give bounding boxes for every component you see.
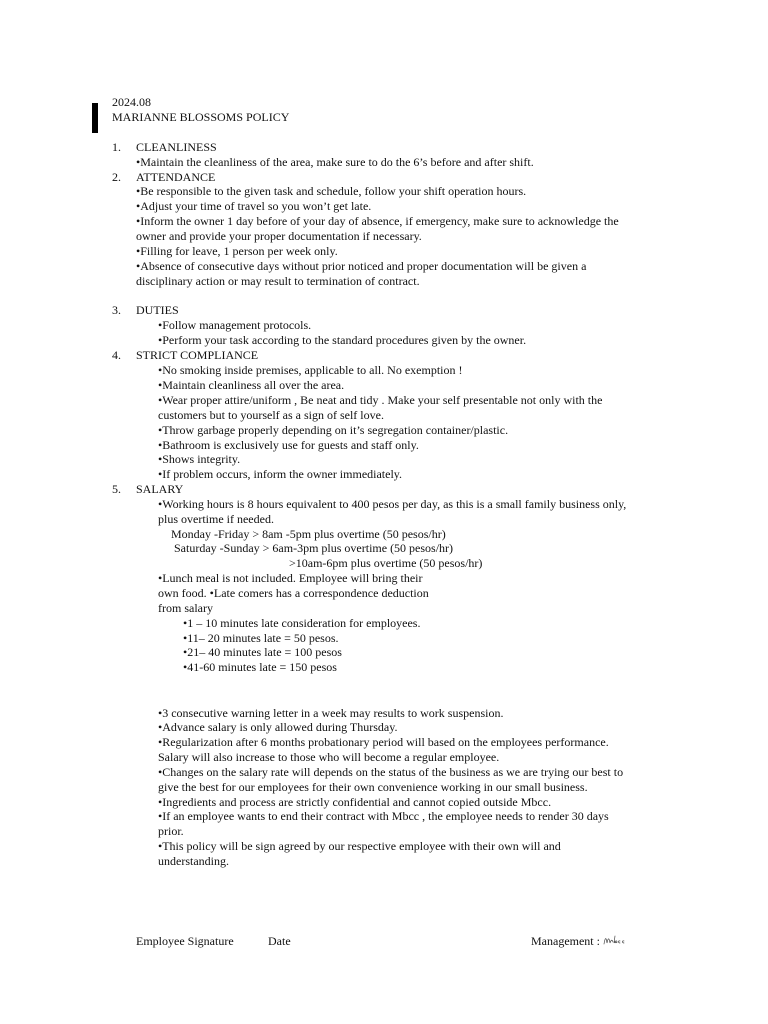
policy-line: from salary (158, 601, 213, 615)
policy-line: •Maintain the cleanliness of the area, make sure to do the 6’s before and after shift. (136, 155, 534, 169)
management-label: Management : (531, 934, 600, 948)
policy-line: •This policy will be sign agreed by our respective employee with their own will and (158, 839, 561, 853)
section-number: 2. (112, 170, 121, 184)
section-heading: ATTENDANCE (136, 170, 216, 184)
section-heading: DUTIES (136, 303, 179, 317)
policy-line: •Filling for leave, 1 person per week only. (136, 244, 338, 258)
policy-line: give the best for our employees for their own convenience working in our small business. (158, 780, 588, 794)
policy-line: understanding. (158, 854, 229, 868)
policy-line: owner and provide your proper documentation if necessary. (136, 229, 422, 243)
policy-line: •3 consecutive warning letter in a week may results to work suspension. (158, 706, 504, 720)
section-number: 4. (112, 348, 121, 362)
policy-line: •Inform the owner 1 day before of your day of absence, if emergency, make sure to acknowledge the (136, 214, 619, 228)
margin-marker-bar (92, 103, 98, 133)
schedule-line: >10am-6pm plus overtime (50 pesos/hr) (289, 556, 483, 570)
policy-line: •Wear proper attire/uniform , Be neat and tidy . Make your self presentable not only with the (158, 393, 603, 407)
policy-line: •Follow management protocols. (158, 318, 312, 332)
date-label: Date (268, 934, 291, 948)
policy-line: •Ingredients and process are strictly confidential and cannot copied outside Mbcc. (158, 795, 552, 809)
policy-line: disciplinary action or may result to termination of contract. (136, 274, 420, 288)
policy-line: •Bathroom is exclusively use for guests and staff only. (158, 438, 419, 452)
section-number: 3. (112, 303, 121, 317)
policy-line: customers but to yourself as a sign of self love. (158, 408, 384, 422)
deduction-line: •41-60 minutes late = 150 pesos (183, 660, 337, 674)
section-number: 1. (112, 140, 121, 154)
policy-line: •Throw garbage properly depending on it’s segregation container/plastic. (158, 423, 509, 437)
section-heading: SALARY (136, 482, 184, 496)
schedule-line: Monday -Friday > 8am -5pm plus overtime (50 pesos/hr) (171, 527, 446, 541)
policy-line: plus overtime if needed. (158, 512, 274, 526)
deduction-line: •1 – 10 minutes late consideration for employees. (183, 616, 421, 630)
document-date: 2024.08 (112, 95, 151, 109)
deduction-line: •11– 20 minutes late = 50 pesos. (183, 631, 339, 645)
policy-line: prior. (158, 824, 184, 838)
policy-line: •Advance salary is only allowed during Thursday. (158, 720, 398, 734)
policy-line: own food. •Late comers has a correspondence deduction (158, 586, 429, 600)
schedule-line: Saturday -Sunday > 6am-3pm plus overtime (50 pesos/hr) (174, 541, 454, 555)
policy-line: •Absence of consecutive days without prior noticed and proper documentation will be given a (136, 259, 587, 273)
policy-line: •Be responsible to the given task and schedule, follow your shift operation hours. (136, 184, 527, 198)
section-heading: STRICT COMPLIANCE (136, 348, 259, 362)
employee-signature-label: Employee Signature (136, 934, 234, 948)
policy-line: •Perform your task according to the standard procedures given by the owner. (158, 333, 527, 347)
policy-line: •Shows integrity. (158, 452, 241, 466)
section-heading: CLEANLINESS (136, 140, 217, 154)
policy-line: •Adjust your time of travel so you won’t get late. (136, 199, 372, 213)
policy-line: Salary will also increase to those who will become a regular employee. (158, 750, 500, 764)
management-signature (603, 934, 633, 946)
policy-line: •If an employee wants to end their contract with Mbcc , the employee needs to render 30 days (158, 809, 609, 823)
policy-line: •If problem occurs, inform the owner immediately. (158, 467, 403, 481)
policy-line: •Lunch meal is not included. Employee will bring their (158, 571, 423, 585)
deduction-line: •21– 40 minutes late = 100 pesos (183, 645, 342, 659)
document-title: MARIANNE BLOSSOMS POLICY (112, 110, 290, 124)
policy-line: •Changes on the salary rate will depends on the status of the business as we are trying our best to (158, 765, 624, 779)
policy-line: •Working hours is 8 hours equivalent to 400 pesos per day, as this is a small family business only, (158, 497, 627, 511)
section-number: 5. (112, 482, 121, 496)
policy-line: •No smoking inside premises, applicable to all. No exemption ! (158, 363, 463, 377)
policy-line: •Maintain cleanliness all over the area. (158, 378, 345, 392)
policy-line: •Regularization after 6 months probationary period will based on the employees performance. (158, 735, 609, 749)
